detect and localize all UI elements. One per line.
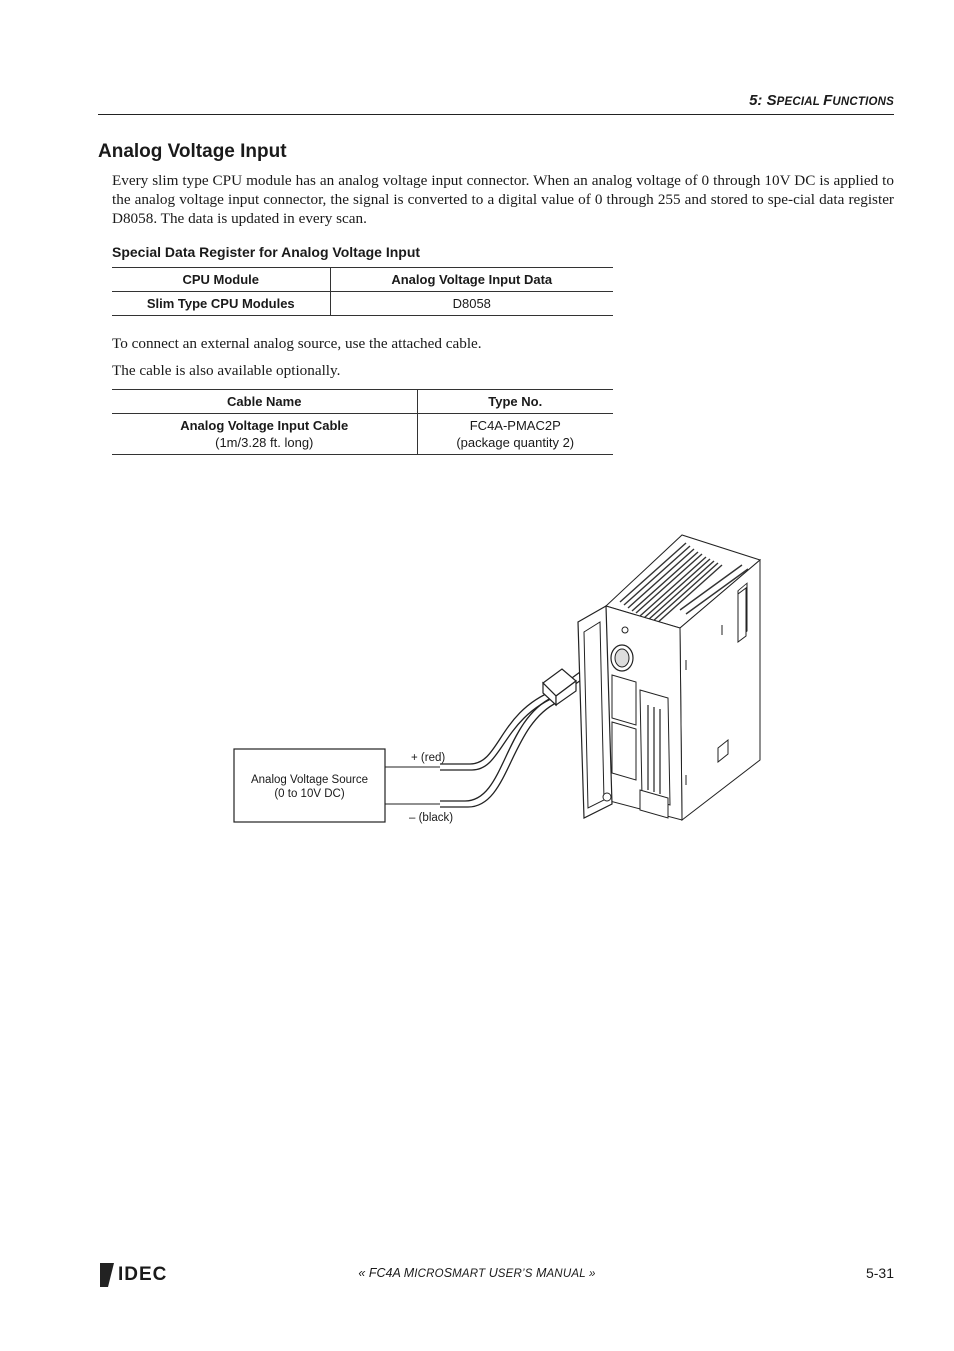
cable-type-no: FC4A-PMAC2P xyxy=(469,418,561,433)
cable-package: (package quantity 2) xyxy=(456,435,575,450)
section-title: Analog Voltage Input xyxy=(98,141,287,162)
table-cell: D8058 xyxy=(330,292,613,316)
running-header: 5: SPECIAL FUNCTIONS xyxy=(749,92,894,109)
plus-red-label: + (red) xyxy=(411,752,446,764)
footer-manual-title: « FC4A MICROSMART USER’S MANUAL » xyxy=(358,1266,596,1280)
table-cell: Slim Type CPU Modules xyxy=(112,292,330,316)
idec-logo-text: IDEC xyxy=(118,1264,168,1285)
intro-paragraph: Every slim type CPU module has an analog voltage input connector. When an analog voltage of 0 through 10V DC is applied to the analog voltage input connector, the signal is converted to a digital value of 0 through 255 and stored to spe-cial data register D8058. The data is updated in every scan. xyxy=(112,172,894,227)
page-number: 5-31 xyxy=(865,1265,894,1281)
minus-black-label: – (black) xyxy=(409,812,454,824)
cable-length: (1m/3.28 ft. long) xyxy=(215,435,314,450)
column-header: Analog Voltage Input Data xyxy=(330,268,613,292)
cpu-module xyxy=(578,535,760,820)
register-table-heading: Special Data Register for Analog Voltage Input xyxy=(112,244,421,260)
cable-name: Analog Voltage Input Cable xyxy=(180,418,349,433)
optional-paragraph: The cable is also available optionally. xyxy=(112,362,341,379)
source-range-label: (0 to 10V DC) xyxy=(274,788,345,800)
column-header: Cable Name xyxy=(112,390,417,414)
source-label: Analog Voltage Source xyxy=(250,774,369,786)
connect-paragraph: To connect an external analog source, use the attached cable. xyxy=(112,335,482,352)
column-header: CPU Module xyxy=(112,268,330,292)
column-header: Type No. xyxy=(417,390,613,414)
